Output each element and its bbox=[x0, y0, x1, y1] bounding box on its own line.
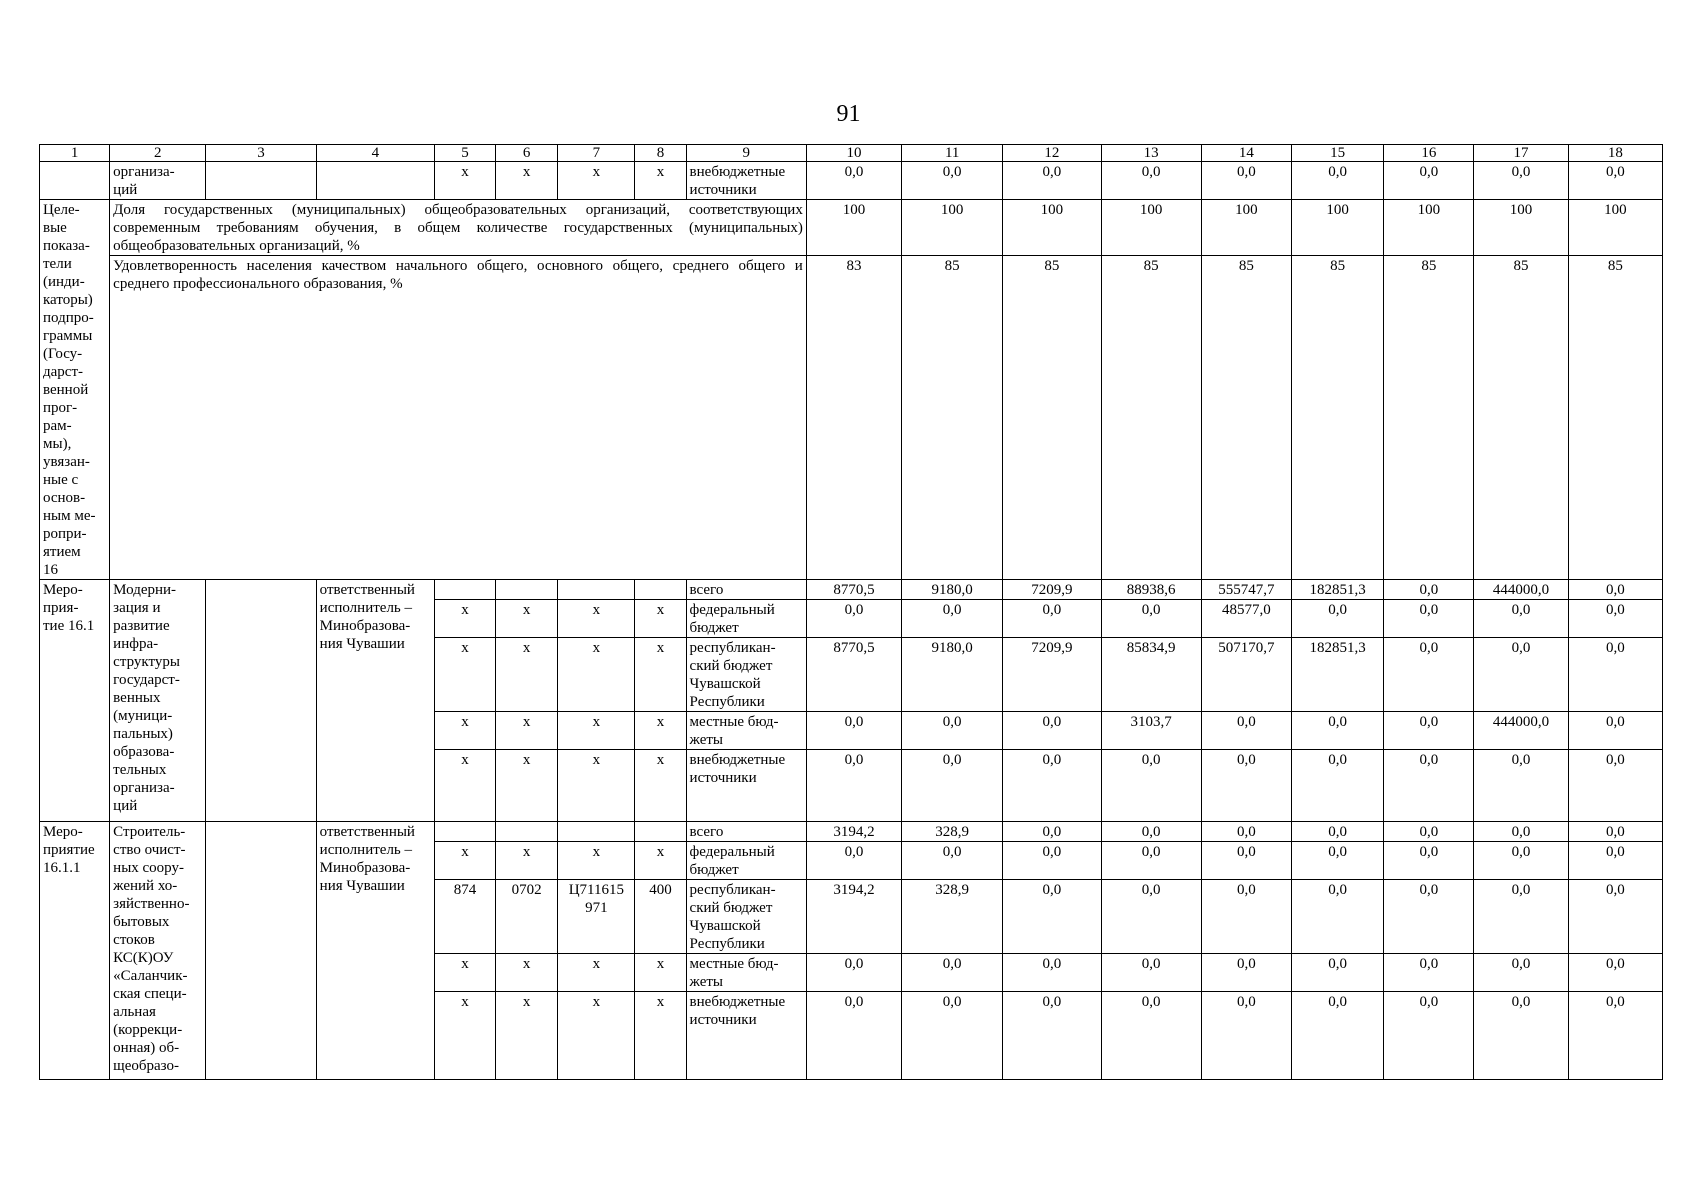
continuation-row bbox=[40, 162, 1663, 200]
source-cell: местные бюд- жеты bbox=[686, 954, 806, 992]
value-cell: 0,0 bbox=[1474, 750, 1568, 822]
value-cell: 8770,5 bbox=[806, 580, 901, 600]
source-cell: федеральный бюджет bbox=[686, 842, 806, 880]
code-cell: x bbox=[496, 162, 558, 200]
value-cell: 0,0 bbox=[1384, 880, 1474, 954]
code-cell bbox=[496, 580, 558, 600]
value-cell: 0,0 bbox=[902, 750, 1003, 822]
source-cell: местные бюд- жеты bbox=[686, 712, 806, 750]
value-cell: 0,0 bbox=[1568, 842, 1662, 880]
code-cell bbox=[434, 580, 495, 600]
value-cell: 0,0 bbox=[1568, 992, 1662, 1080]
code-cell: x bbox=[635, 638, 686, 712]
value-cell: 0,0 bbox=[1474, 992, 1568, 1080]
value-cell: 0,0 bbox=[1568, 750, 1662, 822]
value-cell: 8770,5 bbox=[806, 638, 901, 712]
value-cell: 100 bbox=[902, 200, 1003, 256]
value-cell: 0,0 bbox=[1101, 880, 1201, 954]
code-cell: x bbox=[558, 638, 635, 712]
value-cell: 0,0 bbox=[902, 162, 1003, 200]
value-cell: 100 bbox=[1474, 200, 1568, 256]
code-cell: x bbox=[558, 162, 635, 200]
code-cell: x bbox=[434, 992, 495, 1080]
value-cell: 3194,2 bbox=[806, 880, 901, 954]
budget-table bbox=[39, 144, 1663, 1080]
value-cell: 555747,7 bbox=[1201, 580, 1291, 600]
value-cell: 7209,9 bbox=[1003, 638, 1101, 712]
value-cell: 0,0 bbox=[902, 600, 1003, 638]
table-body bbox=[40, 145, 1663, 1080]
value-cell: 328,9 bbox=[902, 880, 1003, 954]
source-cell: всего bbox=[686, 580, 806, 600]
value-cell: 0,0 bbox=[1201, 880, 1291, 954]
column-header: 6 bbox=[496, 145, 558, 162]
value-cell: 0,0 bbox=[1384, 750, 1474, 822]
column-header: 9 bbox=[686, 145, 806, 162]
value-cell: 0,0 bbox=[1568, 822, 1662, 842]
value-cell: 0,0 bbox=[1474, 162, 1568, 200]
value-cell: 0,0 bbox=[1384, 162, 1474, 200]
code-cell: x bbox=[496, 842, 558, 880]
value-cell: 0,0 bbox=[1003, 712, 1101, 750]
value-cell: 0,0 bbox=[1101, 162, 1201, 200]
empty-cell bbox=[316, 162, 434, 200]
source-cell: республикан- ский бюджет Чувашской Республики bbox=[686, 880, 806, 954]
value-cell: 0,0 bbox=[902, 842, 1003, 880]
value-cell: 0,0 bbox=[806, 992, 901, 1080]
value-cell: 0,0 bbox=[1474, 954, 1568, 992]
column-header: 12 bbox=[1003, 145, 1101, 162]
value-cell: 0,0 bbox=[1291, 750, 1383, 822]
value-cell: 0,0 bbox=[1291, 822, 1383, 842]
value-cell: 0,0 bbox=[1384, 638, 1474, 712]
value-cell: 0,0 bbox=[1474, 638, 1568, 712]
value-cell: 0,0 bbox=[1384, 822, 1474, 842]
value-cell: 0,0 bbox=[1568, 162, 1662, 200]
code-cell: x bbox=[434, 712, 495, 750]
code-cell: x bbox=[635, 712, 686, 750]
code-cell: 874 bbox=[434, 880, 495, 954]
value-cell: 0,0 bbox=[1474, 822, 1568, 842]
code-cell: 0702 bbox=[496, 880, 558, 954]
value-cell: 85 bbox=[1201, 256, 1291, 580]
value-cell: 0,0 bbox=[1003, 992, 1101, 1080]
value-cell: 0,0 bbox=[1384, 842, 1474, 880]
value-cell: 0,0 bbox=[1101, 954, 1201, 992]
column-header: 1 bbox=[40, 145, 110, 162]
value-cell: 100 bbox=[1291, 200, 1383, 256]
page-number: 91 bbox=[836, 101, 861, 127]
value-cell: 0,0 bbox=[902, 954, 1003, 992]
code-cell: x bbox=[434, 750, 495, 822]
value-cell: 100 bbox=[806, 200, 901, 256]
value-cell: 0,0 bbox=[1291, 600, 1383, 638]
value-cell: 0,0 bbox=[1003, 880, 1101, 954]
code-cell: x bbox=[558, 992, 635, 1080]
value-cell: 85 bbox=[1101, 256, 1201, 580]
activity-label: Меро- приятие 16.1.1 bbox=[40, 822, 110, 1080]
code-cell: Ц711615 971 bbox=[558, 880, 635, 954]
value-cell: 0,0 bbox=[1384, 954, 1474, 992]
value-cell: 3103,7 bbox=[1101, 712, 1201, 750]
value-cell: 0,0 bbox=[1101, 750, 1201, 822]
value-cell: 0,0 bbox=[1201, 712, 1291, 750]
activity-row bbox=[40, 580, 1663, 600]
value-cell: 0,0 bbox=[1568, 600, 1662, 638]
value-cell: 0,0 bbox=[806, 162, 901, 200]
value-cell: 0,0 bbox=[806, 954, 901, 992]
value-cell: 7209,9 bbox=[1003, 580, 1101, 600]
code-cell: x bbox=[635, 842, 686, 880]
value-cell: 328,9 bbox=[902, 822, 1003, 842]
activity-name: Модерни- зация и развитие инфра- структуры государст- венных (муници- пальных) образова- тельных организа- ций bbox=[110, 580, 206, 822]
value-cell: 0,0 bbox=[1101, 600, 1201, 638]
header-row bbox=[40, 145, 1663, 162]
column-header: 13 bbox=[1101, 145, 1201, 162]
empty-cell bbox=[206, 162, 316, 200]
value-cell: 0,0 bbox=[1201, 992, 1291, 1080]
code-cell: x bbox=[558, 600, 635, 638]
column-header: 16 bbox=[1384, 145, 1474, 162]
value-cell: 0,0 bbox=[1101, 992, 1201, 1080]
value-cell: 88938,6 bbox=[1101, 580, 1201, 600]
code-cell: x bbox=[635, 750, 686, 822]
value-cell: 0,0 bbox=[1003, 162, 1101, 200]
code-cell bbox=[496, 822, 558, 842]
value-cell: 0,0 bbox=[1003, 822, 1101, 842]
empty-cell bbox=[206, 580, 316, 822]
code-cell: 400 bbox=[635, 880, 686, 954]
value-cell: 0,0 bbox=[1291, 712, 1383, 750]
activity-label-cell bbox=[40, 162, 110, 200]
target-text: Удовлетворенность населения качеством начального общего, основного общего, среднего общего и среднего профессионального образования, % bbox=[110, 256, 807, 580]
value-cell: 0,0 bbox=[1474, 842, 1568, 880]
value-cell: 100 bbox=[1568, 200, 1662, 256]
value-cell: 0,0 bbox=[1568, 580, 1662, 600]
value-cell: 0,0 bbox=[1003, 750, 1101, 822]
code-cell: x bbox=[558, 954, 635, 992]
executor-cell: ответственный исполнитель – Минобразова- ния Чувашии bbox=[316, 822, 434, 1080]
value-cell: 9180,0 bbox=[902, 580, 1003, 600]
column-header: 14 bbox=[1201, 145, 1291, 162]
value-cell: 100 bbox=[1003, 200, 1101, 256]
target-row bbox=[40, 256, 1663, 580]
value-cell: 0,0 bbox=[1568, 712, 1662, 750]
column-header: 3 bbox=[206, 145, 316, 162]
code-cell: x bbox=[558, 750, 635, 822]
value-cell: 0,0 bbox=[806, 712, 901, 750]
activity-label: Меро- прия- тие 16.1 bbox=[40, 580, 110, 822]
value-cell: 85 bbox=[1384, 256, 1474, 580]
code-cell: x bbox=[434, 638, 495, 712]
value-cell: 0,0 bbox=[1568, 954, 1662, 992]
value-cell: 85 bbox=[1568, 256, 1662, 580]
value-cell: 0,0 bbox=[1384, 712, 1474, 750]
value-cell: 0,0 bbox=[1384, 600, 1474, 638]
value-cell: 0,0 bbox=[1201, 822, 1291, 842]
source-cell: республикан- ский бюджет Чувашской Республики bbox=[686, 638, 806, 712]
value-cell: 83 bbox=[806, 256, 901, 580]
code-cell: x bbox=[434, 600, 495, 638]
value-cell: 0,0 bbox=[1384, 580, 1474, 600]
value-cell: 0,0 bbox=[1101, 822, 1201, 842]
value-cell: 85834,9 bbox=[1101, 638, 1201, 712]
value-cell: 9180,0 bbox=[902, 638, 1003, 712]
value-cell: 100 bbox=[1201, 200, 1291, 256]
code-cell: x bbox=[558, 712, 635, 750]
code-cell: x bbox=[558, 842, 635, 880]
column-header: 10 bbox=[806, 145, 901, 162]
source-cell: внебюджетные источники bbox=[686, 750, 806, 822]
column-header: 5 bbox=[434, 145, 495, 162]
value-cell: 100 bbox=[1384, 200, 1474, 256]
code-cell: x bbox=[496, 712, 558, 750]
code-cell: x bbox=[434, 842, 495, 880]
source-cell: внебюджетные источники bbox=[686, 992, 806, 1080]
executor-cell: ответственный исполнитель – Минобразова- ния Чувашии bbox=[316, 580, 434, 822]
value-cell: 3194,2 bbox=[806, 822, 901, 842]
column-header: 4 bbox=[316, 145, 434, 162]
value-cell: 0,0 bbox=[902, 992, 1003, 1080]
value-cell: 0,0 bbox=[1291, 880, 1383, 954]
value-cell: 0,0 bbox=[1003, 954, 1101, 992]
source-cell: всего bbox=[686, 822, 806, 842]
target-text: Доля государственных (муниципальных) общеобразовательных организаций, соответствующих современным требованиям обучения, в общем количестве государственных (муниципальных) общеобразовательных организаций, % bbox=[110, 200, 807, 256]
value-cell: 0,0 bbox=[1291, 992, 1383, 1080]
value-cell: 0,0 bbox=[1568, 880, 1662, 954]
activity-row bbox=[40, 822, 1663, 842]
targets-label: Целе- вые показа- тели (инди- каторы) подпро- граммы (Госу- дарст- венной прог- рам- мы), увязан- ные с основ- ным ме- ропри- ятием 16 bbox=[40, 200, 110, 580]
value-cell: 0,0 bbox=[806, 600, 901, 638]
code-cell: x bbox=[496, 954, 558, 992]
value-cell: 0,0 bbox=[1384, 992, 1474, 1080]
code-cell: x bbox=[635, 992, 686, 1080]
value-cell: 0,0 bbox=[1291, 842, 1383, 880]
source-cell: федеральный бюджет bbox=[686, 600, 806, 638]
code-cell: x bbox=[635, 954, 686, 992]
value-cell: 182851,3 bbox=[1291, 638, 1383, 712]
code-cell: x bbox=[635, 162, 686, 200]
code-cell: x bbox=[496, 600, 558, 638]
value-cell: 48577,0 bbox=[1201, 600, 1291, 638]
code-cell bbox=[558, 822, 635, 842]
value-cell: 0,0 bbox=[806, 842, 901, 880]
value-cell: 0,0 bbox=[806, 750, 901, 822]
value-cell: 0,0 bbox=[902, 712, 1003, 750]
column-header: 8 bbox=[635, 145, 686, 162]
value-cell: 0,0 bbox=[1003, 600, 1101, 638]
column-header: 15 bbox=[1291, 145, 1383, 162]
value-cell: 0,0 bbox=[1201, 954, 1291, 992]
column-header: 7 bbox=[558, 145, 635, 162]
code-cell bbox=[558, 580, 635, 600]
value-cell: 0,0 bbox=[1201, 842, 1291, 880]
code-cell bbox=[434, 822, 495, 842]
code-cell: x bbox=[434, 954, 495, 992]
value-cell: 85 bbox=[1003, 256, 1101, 580]
value-cell: 444000,0 bbox=[1474, 580, 1568, 600]
value-cell: 0,0 bbox=[1291, 954, 1383, 992]
value-cell: 85 bbox=[902, 256, 1003, 580]
target-row bbox=[40, 200, 1663, 256]
empty-cell bbox=[206, 822, 316, 1080]
value-cell: 0,0 bbox=[1101, 842, 1201, 880]
code-cell: x bbox=[496, 638, 558, 712]
value-cell: 0,0 bbox=[1474, 600, 1568, 638]
value-cell: 444000,0 bbox=[1474, 712, 1568, 750]
value-cell: 0,0 bbox=[1568, 638, 1662, 712]
code-cell bbox=[635, 580, 686, 600]
value-cell: 0,0 bbox=[1474, 880, 1568, 954]
code-cell bbox=[635, 822, 686, 842]
activity-name: Строитель- ство очист- ных соору- жений хо- зяйственно- бытовых стоков КС(К)ОУ «Саланчик- ская специ- альная (коррекци- онная) об- щеобразо- bbox=[110, 822, 206, 1080]
value-cell: 0,0 bbox=[1201, 750, 1291, 822]
value-cell: 0,0 bbox=[1003, 842, 1101, 880]
value-cell: 0,0 bbox=[1291, 162, 1383, 200]
code-cell: x bbox=[496, 750, 558, 822]
column-header: 18 bbox=[1568, 145, 1662, 162]
column-header: 11 bbox=[902, 145, 1003, 162]
value-cell: 85 bbox=[1291, 256, 1383, 580]
code-cell: x bbox=[496, 992, 558, 1080]
value-cell: 85 bbox=[1474, 256, 1568, 580]
source-cell: внебюджетные источники bbox=[686, 162, 806, 200]
code-cell: x bbox=[635, 600, 686, 638]
column-header: 2 bbox=[110, 145, 206, 162]
code-cell: x bbox=[434, 162, 495, 200]
value-cell: 0,0 bbox=[1201, 162, 1291, 200]
value-cell: 507170,7 bbox=[1201, 638, 1291, 712]
value-cell: 182851,3 bbox=[1291, 580, 1383, 600]
activity-name-cell: организа- ций bbox=[110, 162, 206, 200]
column-header: 17 bbox=[1474, 145, 1568, 162]
value-cell: 100 bbox=[1101, 200, 1201, 256]
